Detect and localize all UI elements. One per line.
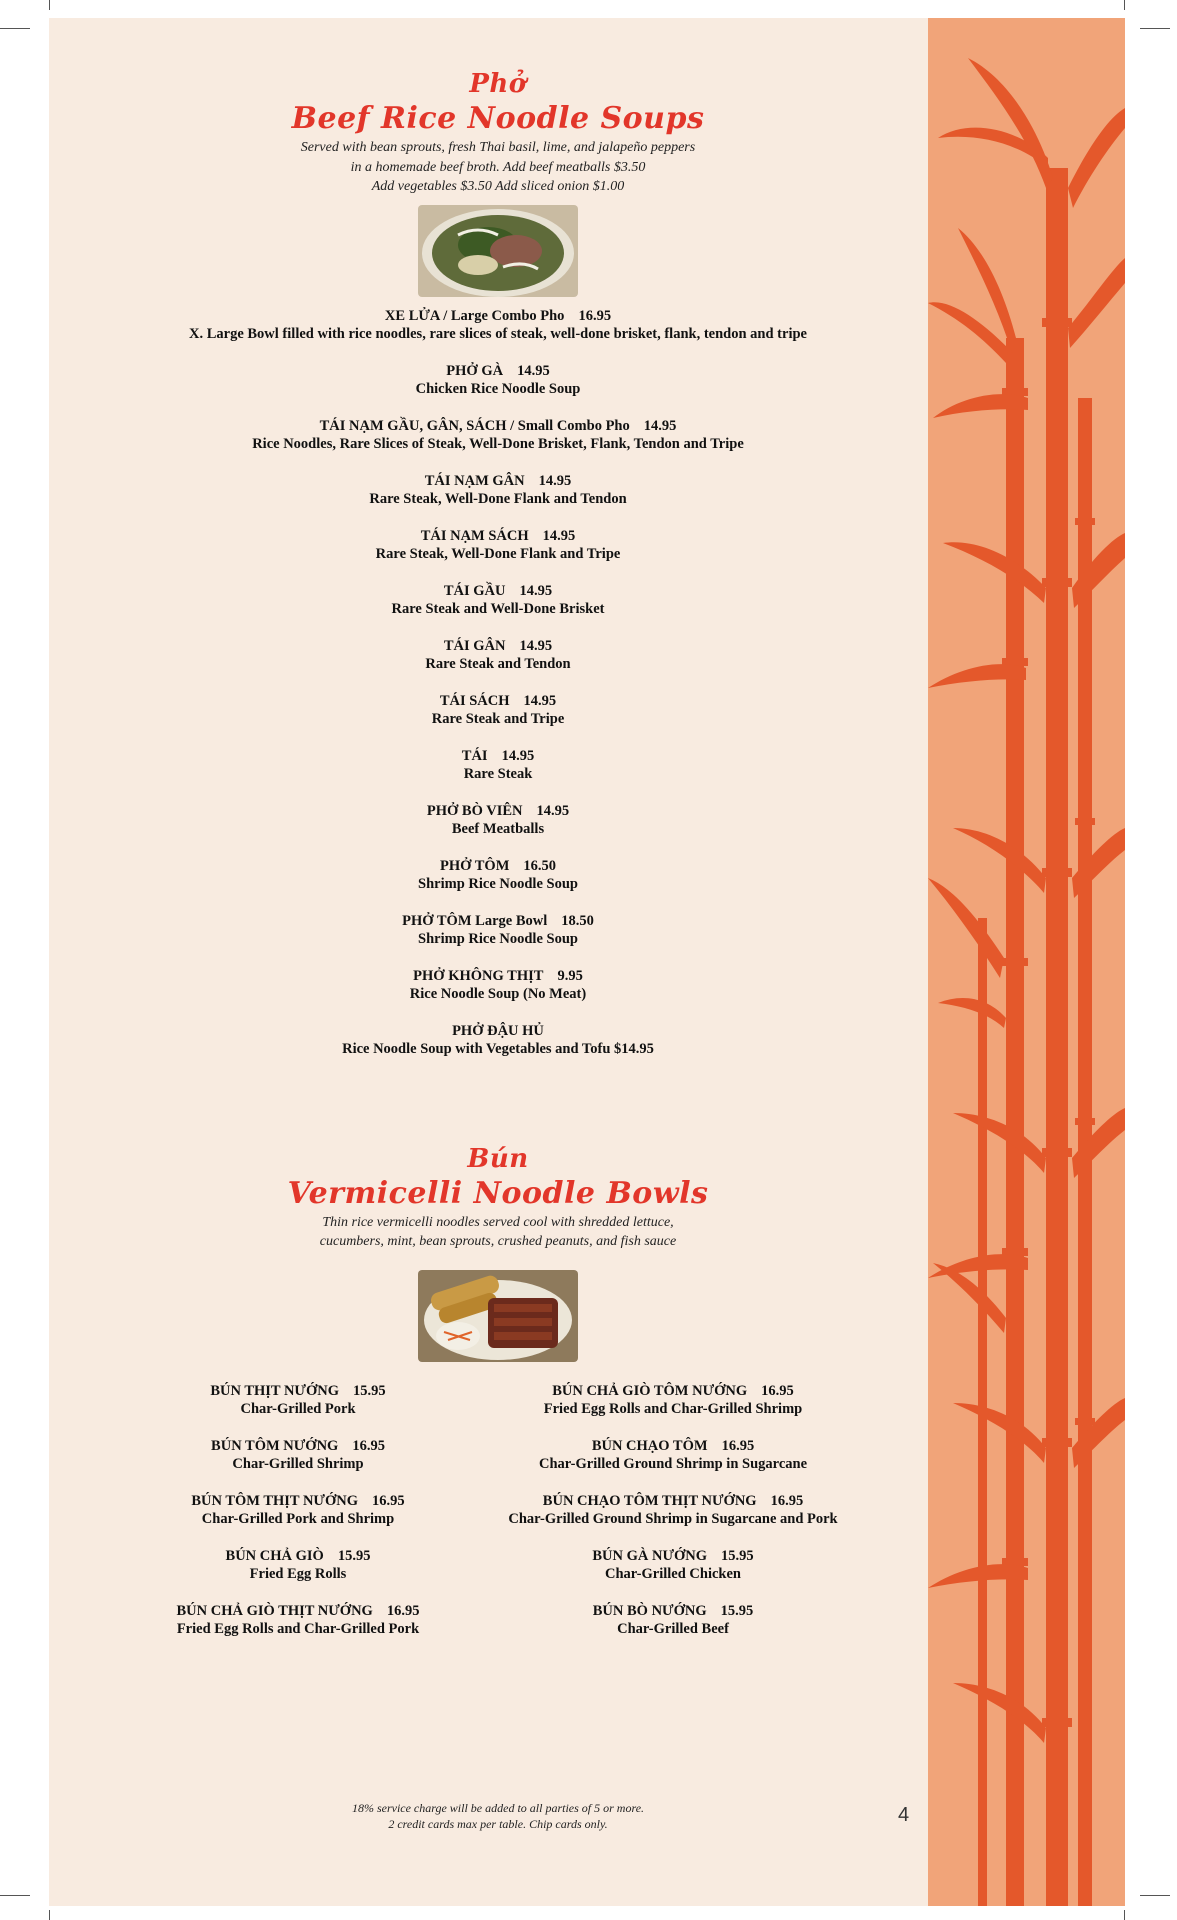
item-price: 14.95 <box>501 747 535 764</box>
bun-columns <box>98 1382 898 1657</box>
item-price: 16.95 <box>761 1382 794 1399</box>
footer-note <box>98 1800 898 1832</box>
item-name: PHỞ ĐẬU HỦ <box>452 1022 544 1039</box>
item-price: 16.95 <box>721 1437 755 1454</box>
item-price: 14.95 <box>517 362 550 379</box>
bun-title: Bún <box>467 1143 529 1174</box>
menu-item <box>133 1492 463 1529</box>
item-price: 16.50 <box>523 857 557 874</box>
crop-mark <box>0 1895 30 1896</box>
item-name: PHỞ GÀ <box>446 362 504 379</box>
menu-item <box>98 857 898 894</box>
item-description: X. Large Bowl filled with rice noodles, rare slices of steak, well-done brisket, flank, tendon and tripe <box>189 326 807 342</box>
bun-description-line: cucumbers, mint, bean sprouts, crushed peanuts, and fish sauce <box>319 1234 677 1249</box>
bun-photo <box>418 1270 578 1362</box>
item-name: BÚN BÒ NƯỚNG <box>592 1602 707 1619</box>
menu-content <box>98 18 898 1657</box>
item-name: BÚN CHẠO TÔM THỊT NƯỚNG <box>542 1492 757 1509</box>
item-price: 9.95 <box>557 967 583 984</box>
item-price: 16.95 <box>372 1492 405 1509</box>
item-price: 14.95 <box>538 472 572 489</box>
item-price: 14.95 <box>519 637 553 654</box>
item-name: TÁI GẦU <box>443 582 506 599</box>
item-description: Shrimp Rice Noodle Soup <box>418 876 578 892</box>
item-name: BÚN CHẢ GIÒ TÔM NƯỚNG <box>552 1382 748 1399</box>
item-name: XE LỬA / Large Combo Pho <box>384 307 565 324</box>
menu-item <box>483 1437 863 1474</box>
menu-item <box>98 307 898 344</box>
item-description: Rice Noodle Soup with Vegetables and Tofu $14.95 <box>342 1041 654 1057</box>
item-price: 16.95 <box>352 1437 385 1454</box>
item-description: Fried Egg Rolls and Char-Grilled Pork <box>176 1621 420 1637</box>
item-description: Rare Steak and Well-Done Brisket <box>391 601 605 617</box>
footer-line: 18% service charge will be added to all parties of 5 or more. <box>351 1801 645 1815</box>
pho-section-title: Beef Rice Noodle Soups <box>291 101 705 136</box>
item-description: Rare Steak <box>463 766 533 782</box>
menu-item <box>98 472 898 509</box>
bun-left-column <box>133 1382 463 1657</box>
menu-item <box>483 1602 863 1639</box>
item-name: TÁI NẠM SÁCH <box>420 527 529 544</box>
crop-mark <box>1124 0 1125 10</box>
menu-item <box>483 1547 863 1584</box>
menu-item <box>98 362 898 399</box>
item-name: PHỞ BÒ VIÊN <box>426 802 523 819</box>
item-description: Char-Grilled Ground Shrimp in Sugarcane <box>538 1456 808 1472</box>
bun-section-title: Vermicelli Noodle Bowls <box>287 1175 709 1211</box>
item-description: Rare Steak and Tripe <box>431 711 565 727</box>
page-number: 4 <box>898 1804 910 1826</box>
item-description: Beef Meatballs <box>451 821 545 837</box>
item-price: 14.95 <box>542 527 576 544</box>
pho-description-line: Add vegetables $3.50 Add sliced onion $1.00 <box>371 179 625 194</box>
menu-item <box>98 582 898 619</box>
item-price: 15.95 <box>721 1547 754 1564</box>
item-price: 16.95 <box>578 307 612 324</box>
crop-mark <box>1124 1910 1125 1920</box>
item-name: TÁI NẠM GẦU, GÂN, SÁCH / Small Combo Pho <box>319 417 630 434</box>
crop-mark <box>49 1910 50 1920</box>
item-description: Rice Noodles, Rare Slices of Steak, Well-Done Brisket, Flank, Tendon and Tripe <box>252 436 744 452</box>
item-description: Fried Egg Rolls and Char-Grilled Shrimp <box>543 1401 803 1417</box>
item-name: PHỞ TÔM <box>439 857 510 874</box>
item-description: Rare Steak, Well-Done Flank and Tendon <box>369 491 627 507</box>
bamboo-stripe <box>928 18 1125 1906</box>
item-name: PHỞ TÔM Large Bowl <box>402 912 548 929</box>
item-price: 15.95 <box>353 1382 386 1399</box>
menu-item <box>98 747 898 784</box>
menu-item <box>98 637 898 674</box>
menu-item <box>133 1382 463 1419</box>
item-price: 15.95 <box>337 1547 371 1564</box>
menu-item <box>133 1602 463 1639</box>
item-price: 18.50 <box>561 912 594 929</box>
crop-mark <box>1140 28 1170 29</box>
crop-mark <box>1140 1895 1170 1896</box>
item-price: 15.95 <box>720 1602 754 1619</box>
footer-line: 2 credit cards max per table. Chip cards only. <box>388 1817 608 1831</box>
item-name: TÁI NẠM GÂN <box>424 472 525 489</box>
menu-item <box>483 1382 863 1419</box>
menu-item <box>98 967 898 1004</box>
item-name: BÚN TÔM THỊT NƯỚNG <box>191 1492 359 1509</box>
item-description: Rare Steak and Tendon <box>425 656 571 672</box>
item-name: TÁI SÁCH <box>439 692 510 709</box>
item-description: Shrimp Rice Noodle Soup <box>418 931 578 947</box>
item-description: Char-Grilled Chicken <box>604 1566 741 1582</box>
item-name: BÚN CHẢ GIÒ <box>225 1547 324 1564</box>
item-description: Rice Noodle Soup (No Meat) <box>409 986 587 1002</box>
item-description: Chicken Rice Noodle Soup <box>415 381 581 397</box>
item-description: Fried Egg Rolls <box>249 1566 347 1582</box>
item-price: 14.95 <box>536 802 570 819</box>
bun-description-line: Thin rice vermicelli noodles served cool with shredded lettuce, <box>322 1214 674 1230</box>
item-name: BÚN CHẢ GIÒ THỊT NƯỚNG <box>176 1602 373 1619</box>
pho-photo <box>418 205 578 297</box>
item-description: Char-Grilled Ground Shrimp in Sugarcane and Pork <box>508 1511 838 1527</box>
item-price: 14.95 <box>523 692 557 709</box>
item-description: Char-Grilled Pork and Shrimp <box>201 1511 395 1527</box>
item-name: BÚN CHẠO TÔM <box>591 1437 708 1454</box>
item-name: BÚN THỊT NƯỚNG <box>210 1382 340 1399</box>
item-price: 16.95 <box>770 1492 804 1509</box>
crop-mark <box>0 28 30 29</box>
item-price: 16.95 <box>386 1602 420 1619</box>
item-name: TÁI GÂN <box>443 637 506 654</box>
menu-item <box>98 417 898 454</box>
item-name: BÚN TÔM NƯỚNG <box>211 1437 339 1454</box>
item-description: Char-Grilled Pork <box>240 1401 356 1417</box>
item-price: 14.95 <box>643 417 677 434</box>
pho-title: Phở <box>469 69 527 99</box>
item-name: TÁI <box>461 747 488 764</box>
item-description: Char-Grilled Shrimp <box>232 1456 364 1472</box>
pho-section <box>98 68 898 1059</box>
crop-mark <box>49 0 50 10</box>
item-description: Rare Steak, Well-Done Flank and Tripe <box>375 546 621 562</box>
bun-right-column <box>483 1382 863 1657</box>
bamboo-illustration <box>928 18 1125 1906</box>
menu-item <box>98 1022 898 1059</box>
menu-item <box>133 1437 463 1474</box>
menu-item <box>483 1492 863 1529</box>
item-name: PHỞ KHÔNG THỊT <box>413 967 544 984</box>
menu-item <box>98 527 898 564</box>
menu-item <box>98 692 898 729</box>
menu-item <box>98 912 898 949</box>
item-price: 14.95 <box>519 582 553 599</box>
bun-section <box>98 1143 898 1657</box>
item-description: Char-Grilled Beef <box>617 1621 729 1637</box>
menu-item <box>133 1547 463 1584</box>
pho-description-line: in a homemade beef broth. Add beef meatballs $3.50 <box>350 159 646 175</box>
menu-item <box>98 802 898 839</box>
pho-description-line: Served with bean sprouts, fresh Thai basil, lime, and jalapeño peppers <box>300 140 696 155</box>
item-name: BÚN GÀ NƯỚNG <box>592 1547 708 1564</box>
